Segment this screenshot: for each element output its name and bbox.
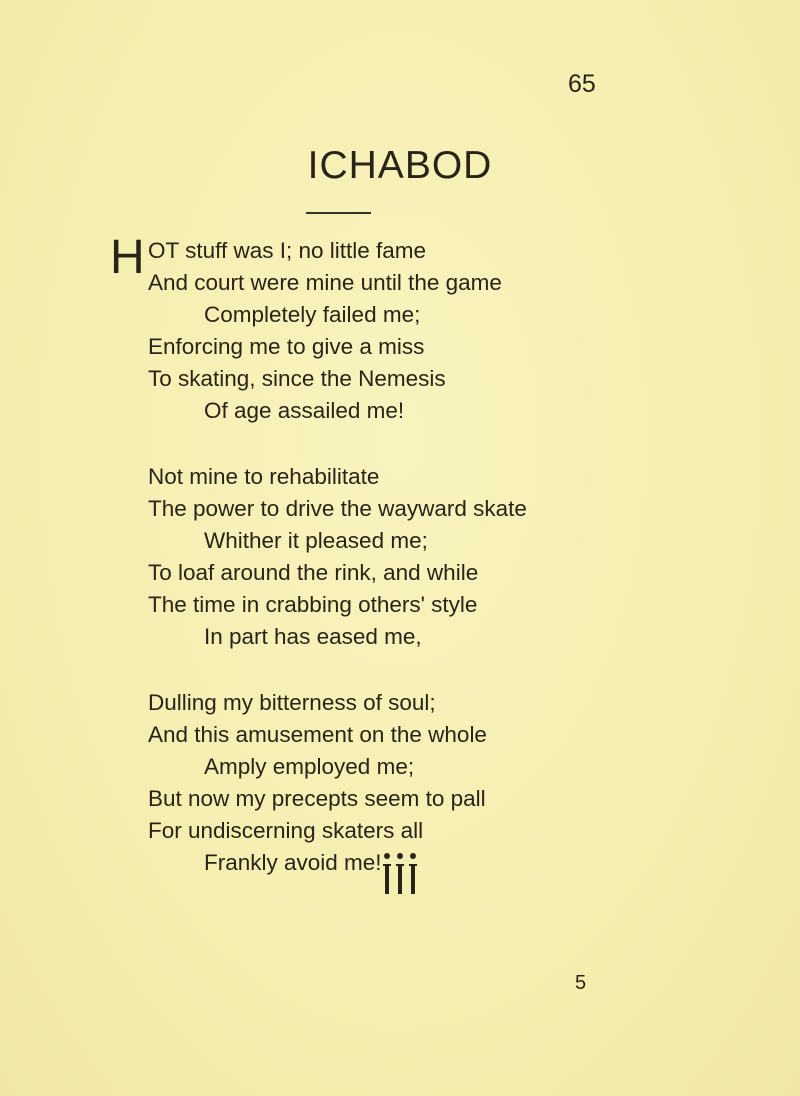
signature-mark: 5 xyxy=(575,972,587,994)
poem-line: Of age assailed me! xyxy=(204,398,405,423)
title-divider xyxy=(306,212,371,214)
poem-title: ICHABOD xyxy=(307,144,493,187)
poem-line: Enforcing me to give a miss xyxy=(148,334,425,359)
poem-line: In part has eased me, xyxy=(204,624,422,649)
page-number: 65 xyxy=(568,70,596,98)
poem-line: Amply employed me; xyxy=(204,754,415,779)
three-dot-fleuron-icon xyxy=(372,850,428,896)
poem-line: For undiscerning skaters all xyxy=(148,818,424,843)
poem-line: Completely failed me; xyxy=(204,302,421,327)
poem-line: Dulling my bitterness of soul; xyxy=(148,690,436,715)
poem-line: The power to drive the wayward skate xyxy=(148,496,527,521)
drop-cap: H xyxy=(110,231,145,284)
poem-line: Whither it pleased me; xyxy=(204,528,428,553)
poem-line: Frankly avoid me! xyxy=(204,850,382,875)
poem-line: To skating, since the Nemesis xyxy=(148,366,446,391)
poem-line: But now my precepts seem to pall xyxy=(148,786,486,811)
poem-line: And this amusement on the whole xyxy=(148,722,487,747)
poem-line: To loaf around the rink, and while xyxy=(148,560,479,585)
poem-line: The time in crabbing others' style xyxy=(148,592,478,617)
poem-line: Not mine to rehabilitate xyxy=(148,464,380,489)
poem-line: OT stuff was I; no little fame xyxy=(148,238,427,263)
poem-line: And court were mine until the game xyxy=(148,270,502,295)
